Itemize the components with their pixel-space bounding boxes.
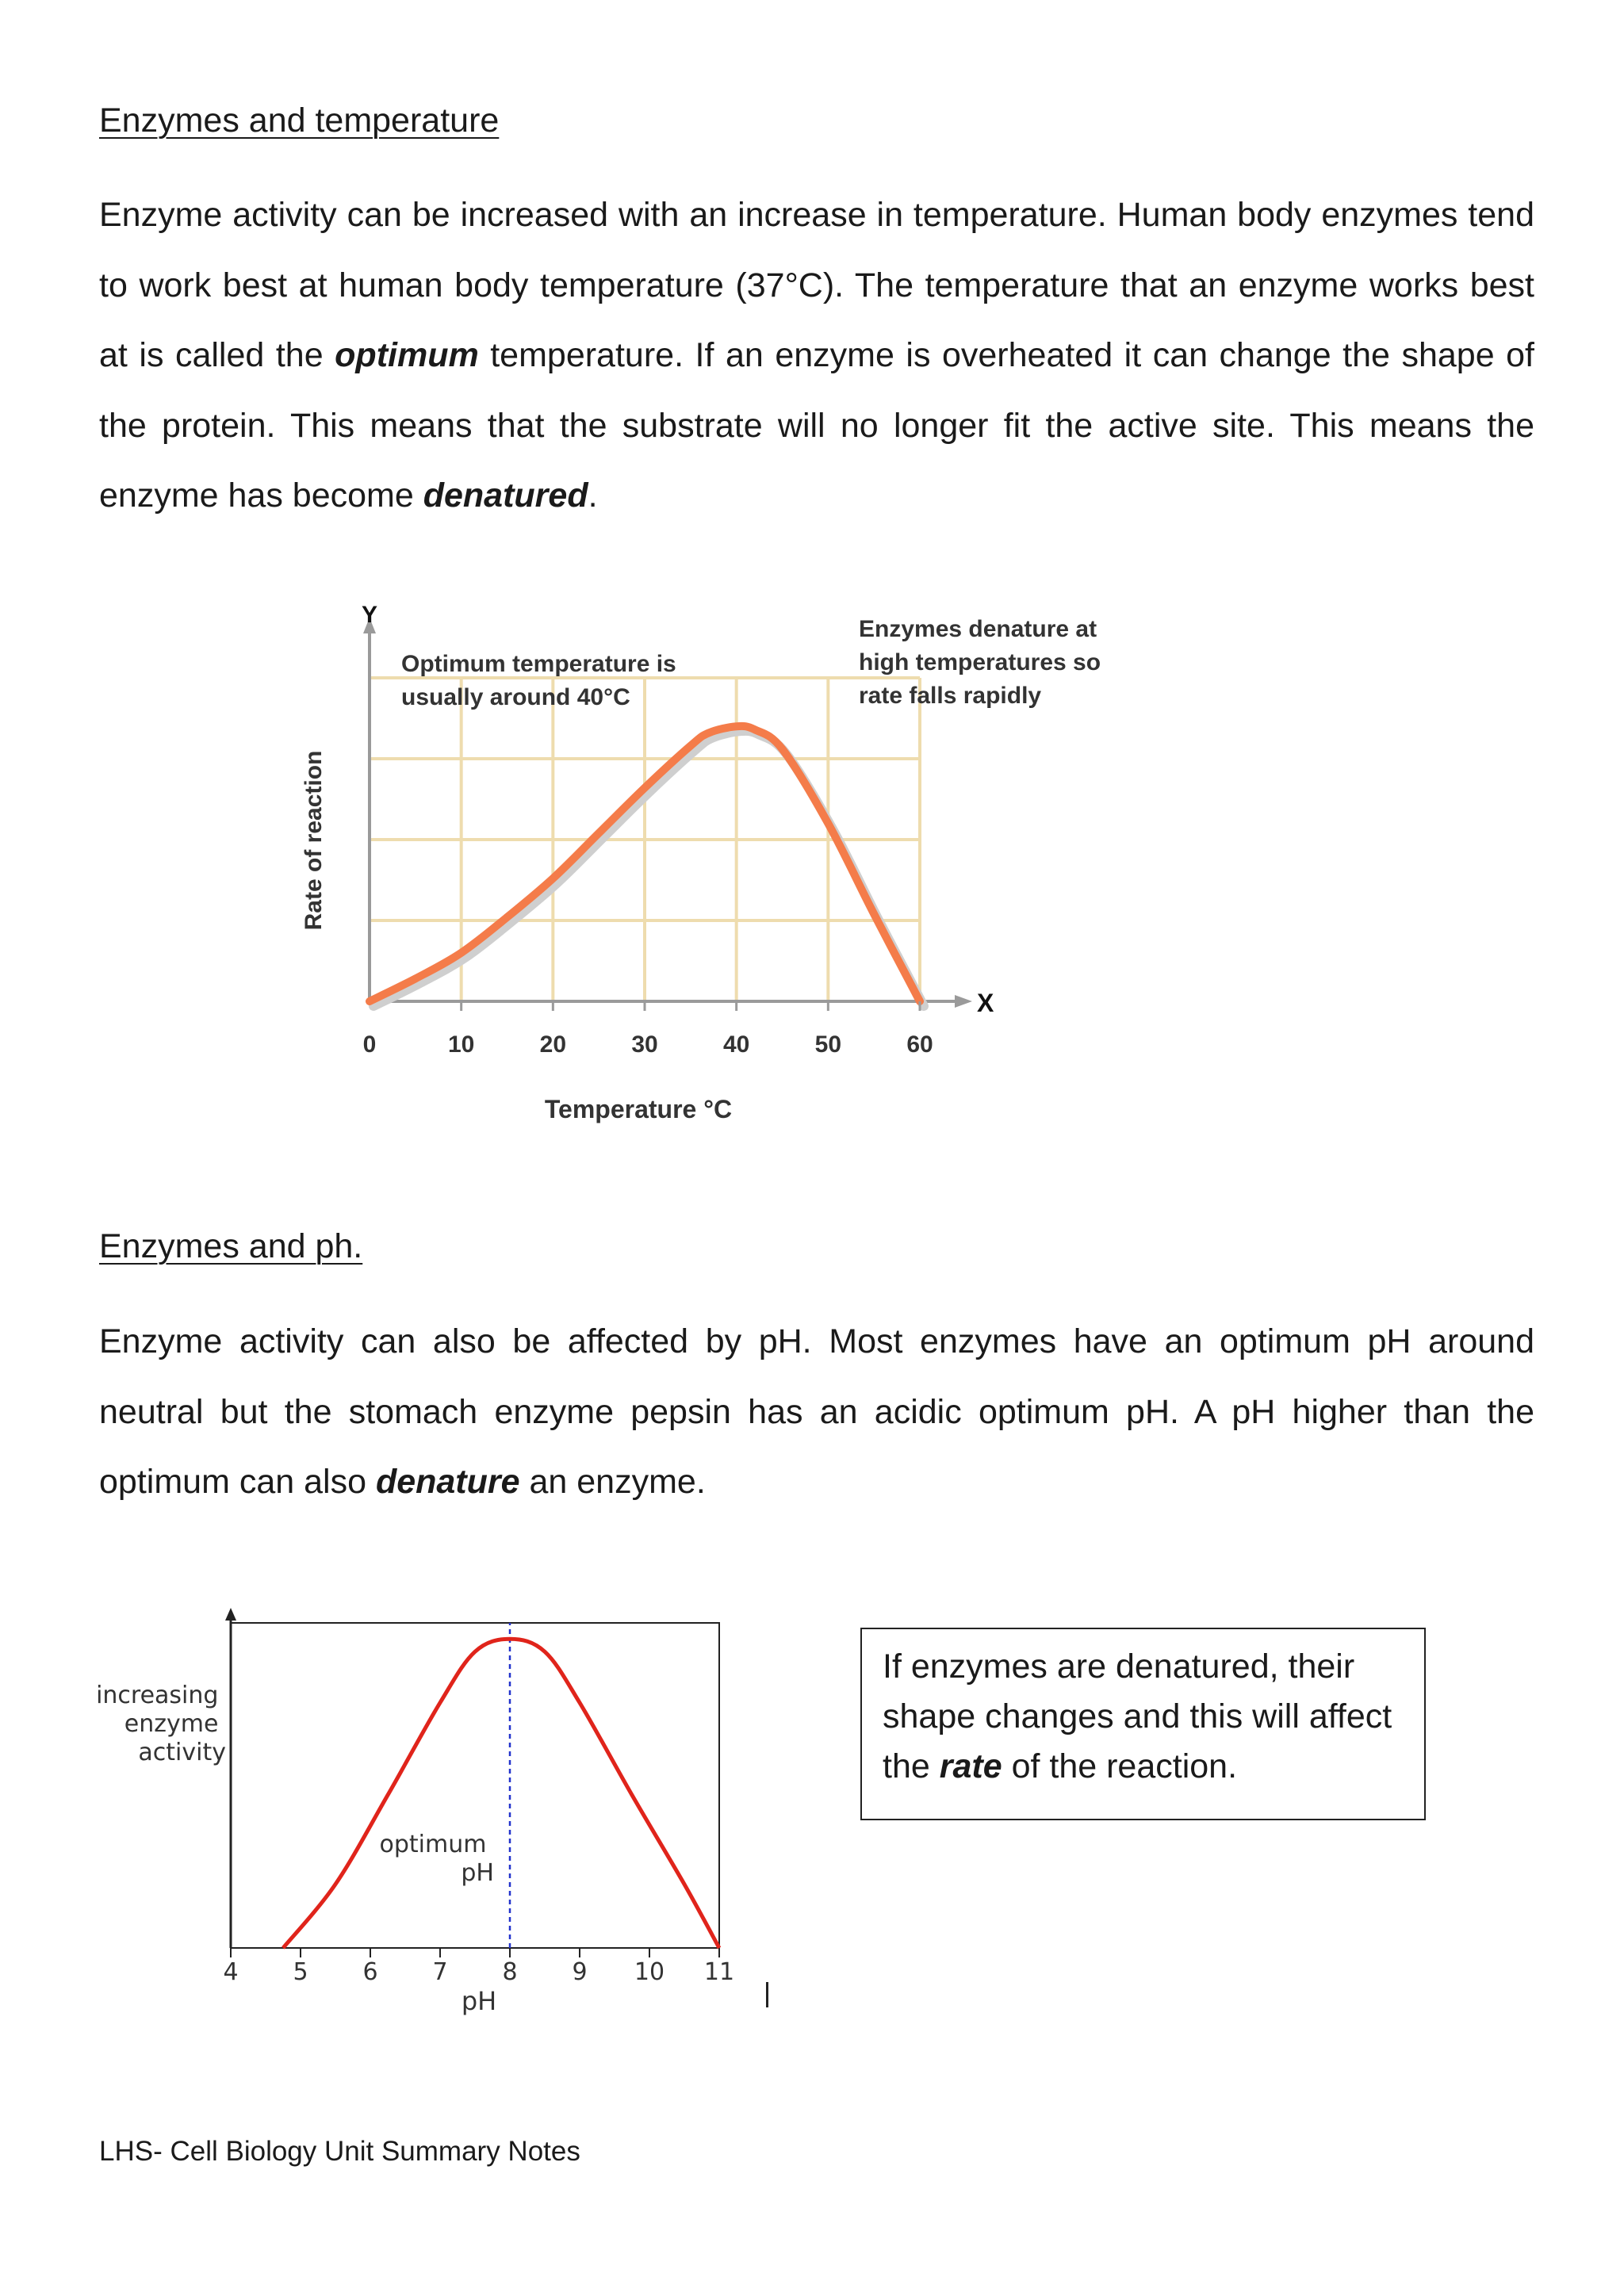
x-tick-label: 30 (631, 1031, 658, 1058)
text-run: an enzyme. (519, 1463, 706, 1501)
text-run: Enzyme activity can also be affected by pH. Most enzymes have an optimum pH around neutral but the stomach enzyme pepsin has an acidic optimum pH. A pH higher than the optimum can also (99, 1322, 1534, 1501)
annotation-line: usually around 40°C (401, 684, 630, 710)
ph-chart-ylabel-line: activity (138, 1739, 226, 1766)
x-tick-label: 8 (502, 1958, 518, 1986)
x-tick-label: 6 (362, 1958, 378, 1986)
series-line (283, 1639, 719, 1948)
temperature-chart-x-letter: X (977, 989, 994, 1017)
temperature-chart-series (370, 726, 924, 1006)
x-tick-label: 5 (293, 1958, 308, 1986)
emphasis-term: denatured (423, 476, 588, 515)
text-run: Enzyme activity can be increased with an increase in temperature. Human body enzymes tend to work best at human body temperature (37°C). The temperature that an enzyme works best at is called the (99, 196, 1534, 374)
x-tick-label: 50 (814, 1031, 842, 1058)
series-shadow (373, 731, 924, 1006)
x-tick-label: 40 (722, 1031, 750, 1058)
temperature-chart-y-letter: Y (361, 602, 378, 628)
temperature-chart-ticks (363, 1001, 933, 1058)
annotation-line: Optimum temperature is (401, 651, 676, 677)
temperature-chart-ylabel: Rate of reaction (301, 750, 327, 931)
text-run: of the reaction. (1002, 1747, 1238, 1785)
x-tick-label: 20 (539, 1031, 567, 1058)
emphasis-term: rate (939, 1747, 1002, 1785)
text-cursor-mark (766, 1982, 768, 2007)
ph-chart-xlabel: pH (461, 1986, 497, 2016)
x-tick-label: 10 (634, 1958, 665, 1986)
x-tick-label: 10 (447, 1031, 475, 1058)
x-tick-label: 9 (572, 1958, 588, 1986)
ph-chart (95, 1601, 777, 2030)
annotation-line: Enzymes denature at (859, 616, 1097, 642)
page-footer: LHS- Cell Biology Unit Summary Notes (99, 2136, 580, 2167)
ph-chart-series (283, 1623, 719, 1948)
x-tick-label: 11 (703, 1958, 735, 1986)
ph-chart-plot-frame (231, 1623, 719, 1948)
annotation-optimum (401, 651, 676, 710)
text-run: If enzymes are denatured, their shape changes and this will affect the (883, 1647, 1392, 1785)
x-tick-label: 60 (906, 1031, 933, 1058)
ph-chart-y-arrow (225, 1608, 236, 1621)
ph-chart-annotation-line: optimum (379, 1831, 487, 1858)
ph-chart-annotation-line: pH (461, 1859, 494, 1887)
text-run: temperature. If an enzyme is overheated it can change the shape of the protein. This means that the substrate will no longer fit the active site. This means the enzyme has become (99, 336, 1535, 515)
x-tick-label: 0 (362, 1031, 377, 1058)
denatured-note-box (860, 1628, 1426, 1820)
temperature-heading: Enzymes and temperature (99, 101, 500, 140)
ph-chart-annotation (379, 1831, 494, 1887)
annotation-line: high temperatures so (859, 649, 1101, 675)
ph-chart-ticks (223, 1948, 734, 1986)
ph-paragraph (99, 1307, 1534, 1517)
text-run: . (588, 476, 598, 515)
temperature-chart (285, 599, 1221, 1154)
annotation-line: rate falls rapidly (859, 683, 1042, 709)
x-tick-label: 4 (223, 1958, 239, 1986)
ph-chart-ylabel (96, 1682, 226, 1766)
ph-heading: Enzymes and ph. (99, 1227, 363, 1265)
ph-chart-ylabel-line: enzyme (124, 1710, 219, 1738)
emphasis-term: denature (375, 1463, 520, 1501)
emphasis-term: optimum (335, 336, 479, 374)
x-tick-label: 7 (432, 1958, 448, 1986)
temperature-chart-xlabel: Temperature °C (544, 1095, 733, 1123)
x-axis-arrow (955, 995, 972, 1008)
annotation-denature (859, 616, 1101, 709)
ph-chart-ylabel-line: increasing (96, 1682, 219, 1709)
temperature-paragraph (99, 180, 1534, 531)
